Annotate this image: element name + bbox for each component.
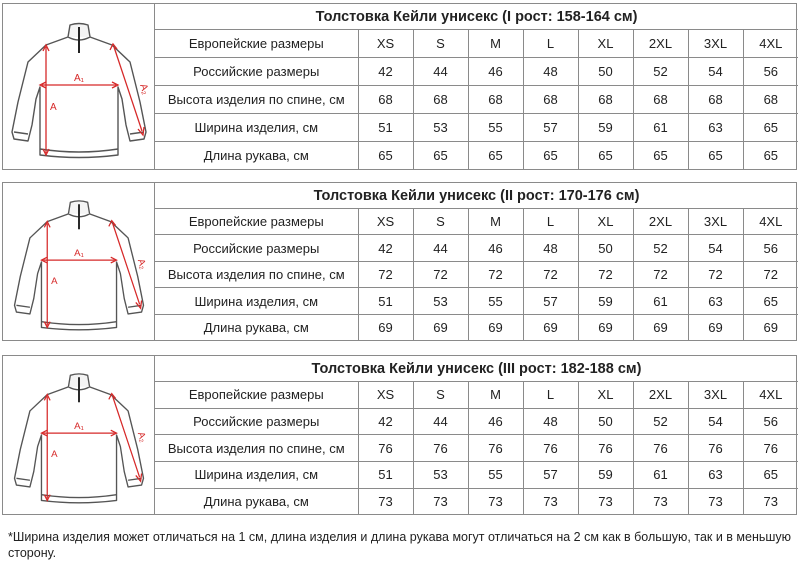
cell: 76	[688, 435, 743, 462]
cell: XS	[358, 382, 413, 409]
cell: XL	[578, 382, 633, 409]
cell: M	[468, 382, 523, 409]
cell: 76	[578, 435, 633, 462]
cell: 76	[523, 435, 578, 462]
cell: 42	[358, 235, 413, 261]
cell: 2XL	[633, 30, 688, 58]
table-row	[155, 58, 798, 86]
size-block-1	[2, 3, 797, 170]
cell: 57	[523, 288, 578, 314]
row-label: Длина рукава, см	[155, 488, 358, 514]
cell: 72	[688, 261, 743, 287]
cell: 42	[358, 408, 413, 435]
table-row	[155, 461, 798, 488]
cell: 4XL	[743, 209, 798, 235]
cell: 4XL	[743, 382, 798, 409]
size-table-2	[155, 183, 798, 340]
cell: 68	[633, 86, 688, 114]
table-title: Толстовка Кейли унисекс (II рост: 170-176 см)	[155, 183, 798, 209]
cell: M	[468, 209, 523, 235]
row-label: Высота изделия по спине, см	[155, 261, 358, 287]
size-table-1	[155, 4, 798, 169]
cell: 48	[523, 408, 578, 435]
cell: 65	[578, 142, 633, 169]
cell: 72	[633, 261, 688, 287]
table-row	[155, 382, 798, 409]
row-label: Высота изделия по спине, см	[155, 86, 358, 114]
table-row	[155, 488, 798, 514]
table-title: Толстовка Кейли унисекс (I рост: 158-164 см)	[155, 4, 798, 30]
cell: S	[413, 30, 468, 58]
sleeve-label: A₂	[134, 257, 148, 271]
cell: 72	[358, 261, 413, 287]
table-row	[155, 86, 798, 114]
cell: 3XL	[688, 209, 743, 235]
cell: 65	[358, 142, 413, 169]
cell: 76	[743, 435, 798, 462]
cell: 44	[413, 58, 468, 86]
cell: 50	[578, 58, 633, 86]
cell: XS	[358, 30, 413, 58]
cell: S	[413, 209, 468, 235]
height-label: A	[50, 449, 58, 461]
cell: 73	[523, 488, 578, 514]
cell: 59	[578, 461, 633, 488]
cell: 63	[688, 114, 743, 142]
width-label: A₁	[73, 247, 84, 259]
cell: 65	[743, 114, 798, 142]
cell: 73	[743, 488, 798, 514]
cell: 76	[633, 435, 688, 462]
cell: 68	[468, 86, 523, 114]
cell: 69	[358, 314, 413, 340]
size-block-2	[2, 182, 797, 341]
cell: 63	[688, 461, 743, 488]
table-row	[155, 435, 798, 462]
row-label: Ширина изделия, см	[155, 114, 358, 142]
sleeve-label: A₂	[134, 430, 148, 444]
cell: 3XL	[688, 382, 743, 409]
cell: 72	[743, 261, 798, 287]
cell: 59	[578, 288, 633, 314]
table-row	[155, 114, 798, 142]
cell: 65	[413, 142, 468, 169]
cell: 72	[578, 261, 633, 287]
cell: 68	[523, 86, 578, 114]
cell: 68	[688, 86, 743, 114]
cell: 44	[413, 408, 468, 435]
cell: 61	[633, 114, 688, 142]
cell: 57	[523, 114, 578, 142]
cell: 4XL	[743, 30, 798, 58]
cell: 2XL	[633, 382, 688, 409]
cell: 76	[413, 435, 468, 462]
cell: 46	[468, 58, 523, 86]
cell: 72	[468, 261, 523, 287]
row-label: Ширина изделия, см	[155, 288, 358, 314]
row-label: Высота изделия по спине, см	[155, 435, 358, 462]
sweatshirt-body	[12, 37, 146, 158]
table-row	[155, 314, 798, 340]
table-row	[155, 261, 798, 287]
cell: 48	[523, 58, 578, 86]
table-row	[155, 142, 798, 169]
table-row	[155, 209, 798, 235]
cell: 61	[633, 461, 688, 488]
cell: 50	[578, 408, 633, 435]
cell: 68	[578, 86, 633, 114]
cell: 59	[578, 114, 633, 142]
cell: 55	[468, 461, 523, 488]
sweatshirt-diagram	[3, 183, 155, 340]
width-label: A₁	[73, 421, 84, 433]
row-label: Длина рукава, см	[155, 142, 358, 169]
sweatshirt-body	[14, 387, 143, 503]
table-title: Толстовка Кейли унисекс (III рост: 182-188 см)	[155, 356, 798, 382]
cell: 73	[468, 488, 523, 514]
row-label: Российские размеры	[155, 235, 358, 261]
cell: 52	[633, 408, 688, 435]
cell: 44	[413, 235, 468, 261]
height-label: A	[49, 101, 57, 113]
cell: 50	[578, 235, 633, 261]
cell: 54	[688, 235, 743, 261]
cell: 2XL	[633, 209, 688, 235]
cell: 53	[413, 461, 468, 488]
cell: 46	[468, 235, 523, 261]
cell: 56	[743, 58, 798, 86]
cell: 72	[413, 261, 468, 287]
cell: 73	[688, 488, 743, 514]
cell: 73	[578, 488, 633, 514]
cell: 57	[523, 461, 578, 488]
cell: 76	[358, 435, 413, 462]
cell: L	[523, 382, 578, 409]
cell: 3XL	[688, 30, 743, 58]
cell: XL	[578, 209, 633, 235]
cell: 65	[523, 142, 578, 169]
cell: 54	[688, 408, 743, 435]
cell: XS	[358, 209, 413, 235]
cell: 69	[633, 314, 688, 340]
cell: 52	[633, 58, 688, 86]
row-label: Ширина изделия, см	[155, 461, 358, 488]
cell: 72	[523, 261, 578, 287]
sweatshirt-diagram	[3, 356, 155, 514]
cell: 73	[633, 488, 688, 514]
cell: M	[468, 30, 523, 58]
cell: 55	[468, 288, 523, 314]
cell: 68	[413, 86, 468, 114]
width-label: A₁	[73, 72, 84, 84]
cell: S	[413, 382, 468, 409]
cell: 65	[688, 142, 743, 169]
cell: 42	[358, 58, 413, 86]
cell: 69	[578, 314, 633, 340]
cell: 65	[743, 461, 798, 488]
cell: 69	[688, 314, 743, 340]
row-label: Европейские размеры	[155, 209, 358, 235]
height-label: A	[50, 275, 58, 287]
cell: 53	[413, 288, 468, 314]
sweatshirt-body	[14, 213, 143, 329]
cell: 54	[688, 58, 743, 86]
cell: 65	[743, 288, 798, 314]
cell: 52	[633, 235, 688, 261]
sweatshirt-diagram	[3, 4, 155, 169]
cell: 73	[413, 488, 468, 514]
size-table-3	[155, 356, 798, 514]
table-row	[155, 408, 798, 435]
cell: 69	[468, 314, 523, 340]
cell: 56	[743, 408, 798, 435]
cell: 76	[468, 435, 523, 462]
sleeve-label: A₂	[136, 82, 151, 96]
cell: 65	[743, 142, 798, 169]
row-label: Российские размеры	[155, 408, 358, 435]
row-label: Российские размеры	[155, 58, 358, 86]
row-label: Длина рукава, см	[155, 314, 358, 340]
row-label: Европейские размеры	[155, 382, 358, 409]
cell: 65	[633, 142, 688, 169]
cell: 46	[468, 408, 523, 435]
cell: L	[523, 209, 578, 235]
cell: 69	[413, 314, 468, 340]
cell: 69	[743, 314, 798, 340]
cell: 68	[358, 86, 413, 114]
cell: 55	[468, 114, 523, 142]
cell: 73	[358, 488, 413, 514]
cell: 51	[358, 288, 413, 314]
cell: 51	[358, 461, 413, 488]
cell: 51	[358, 114, 413, 142]
cell: 56	[743, 235, 798, 261]
cell: 65	[468, 142, 523, 169]
cell: XL	[578, 30, 633, 58]
table-row	[155, 235, 798, 261]
cell: 68	[743, 86, 798, 114]
cell: 61	[633, 288, 688, 314]
cell: L	[523, 30, 578, 58]
cell: 69	[523, 314, 578, 340]
cell: 48	[523, 235, 578, 261]
table-row	[155, 288, 798, 314]
cell: 63	[688, 288, 743, 314]
table-row	[155, 30, 798, 58]
row-label: Европейские размеры	[155, 30, 358, 58]
footnote: *Ширина изделия может отличаться на 1 см, длина изделия и длина рукава могут отличаться на 2 см как в большую, так и в меньшую сторону.	[8, 530, 792, 560]
size-block-3	[2, 355, 797, 515]
cell: 53	[413, 114, 468, 142]
